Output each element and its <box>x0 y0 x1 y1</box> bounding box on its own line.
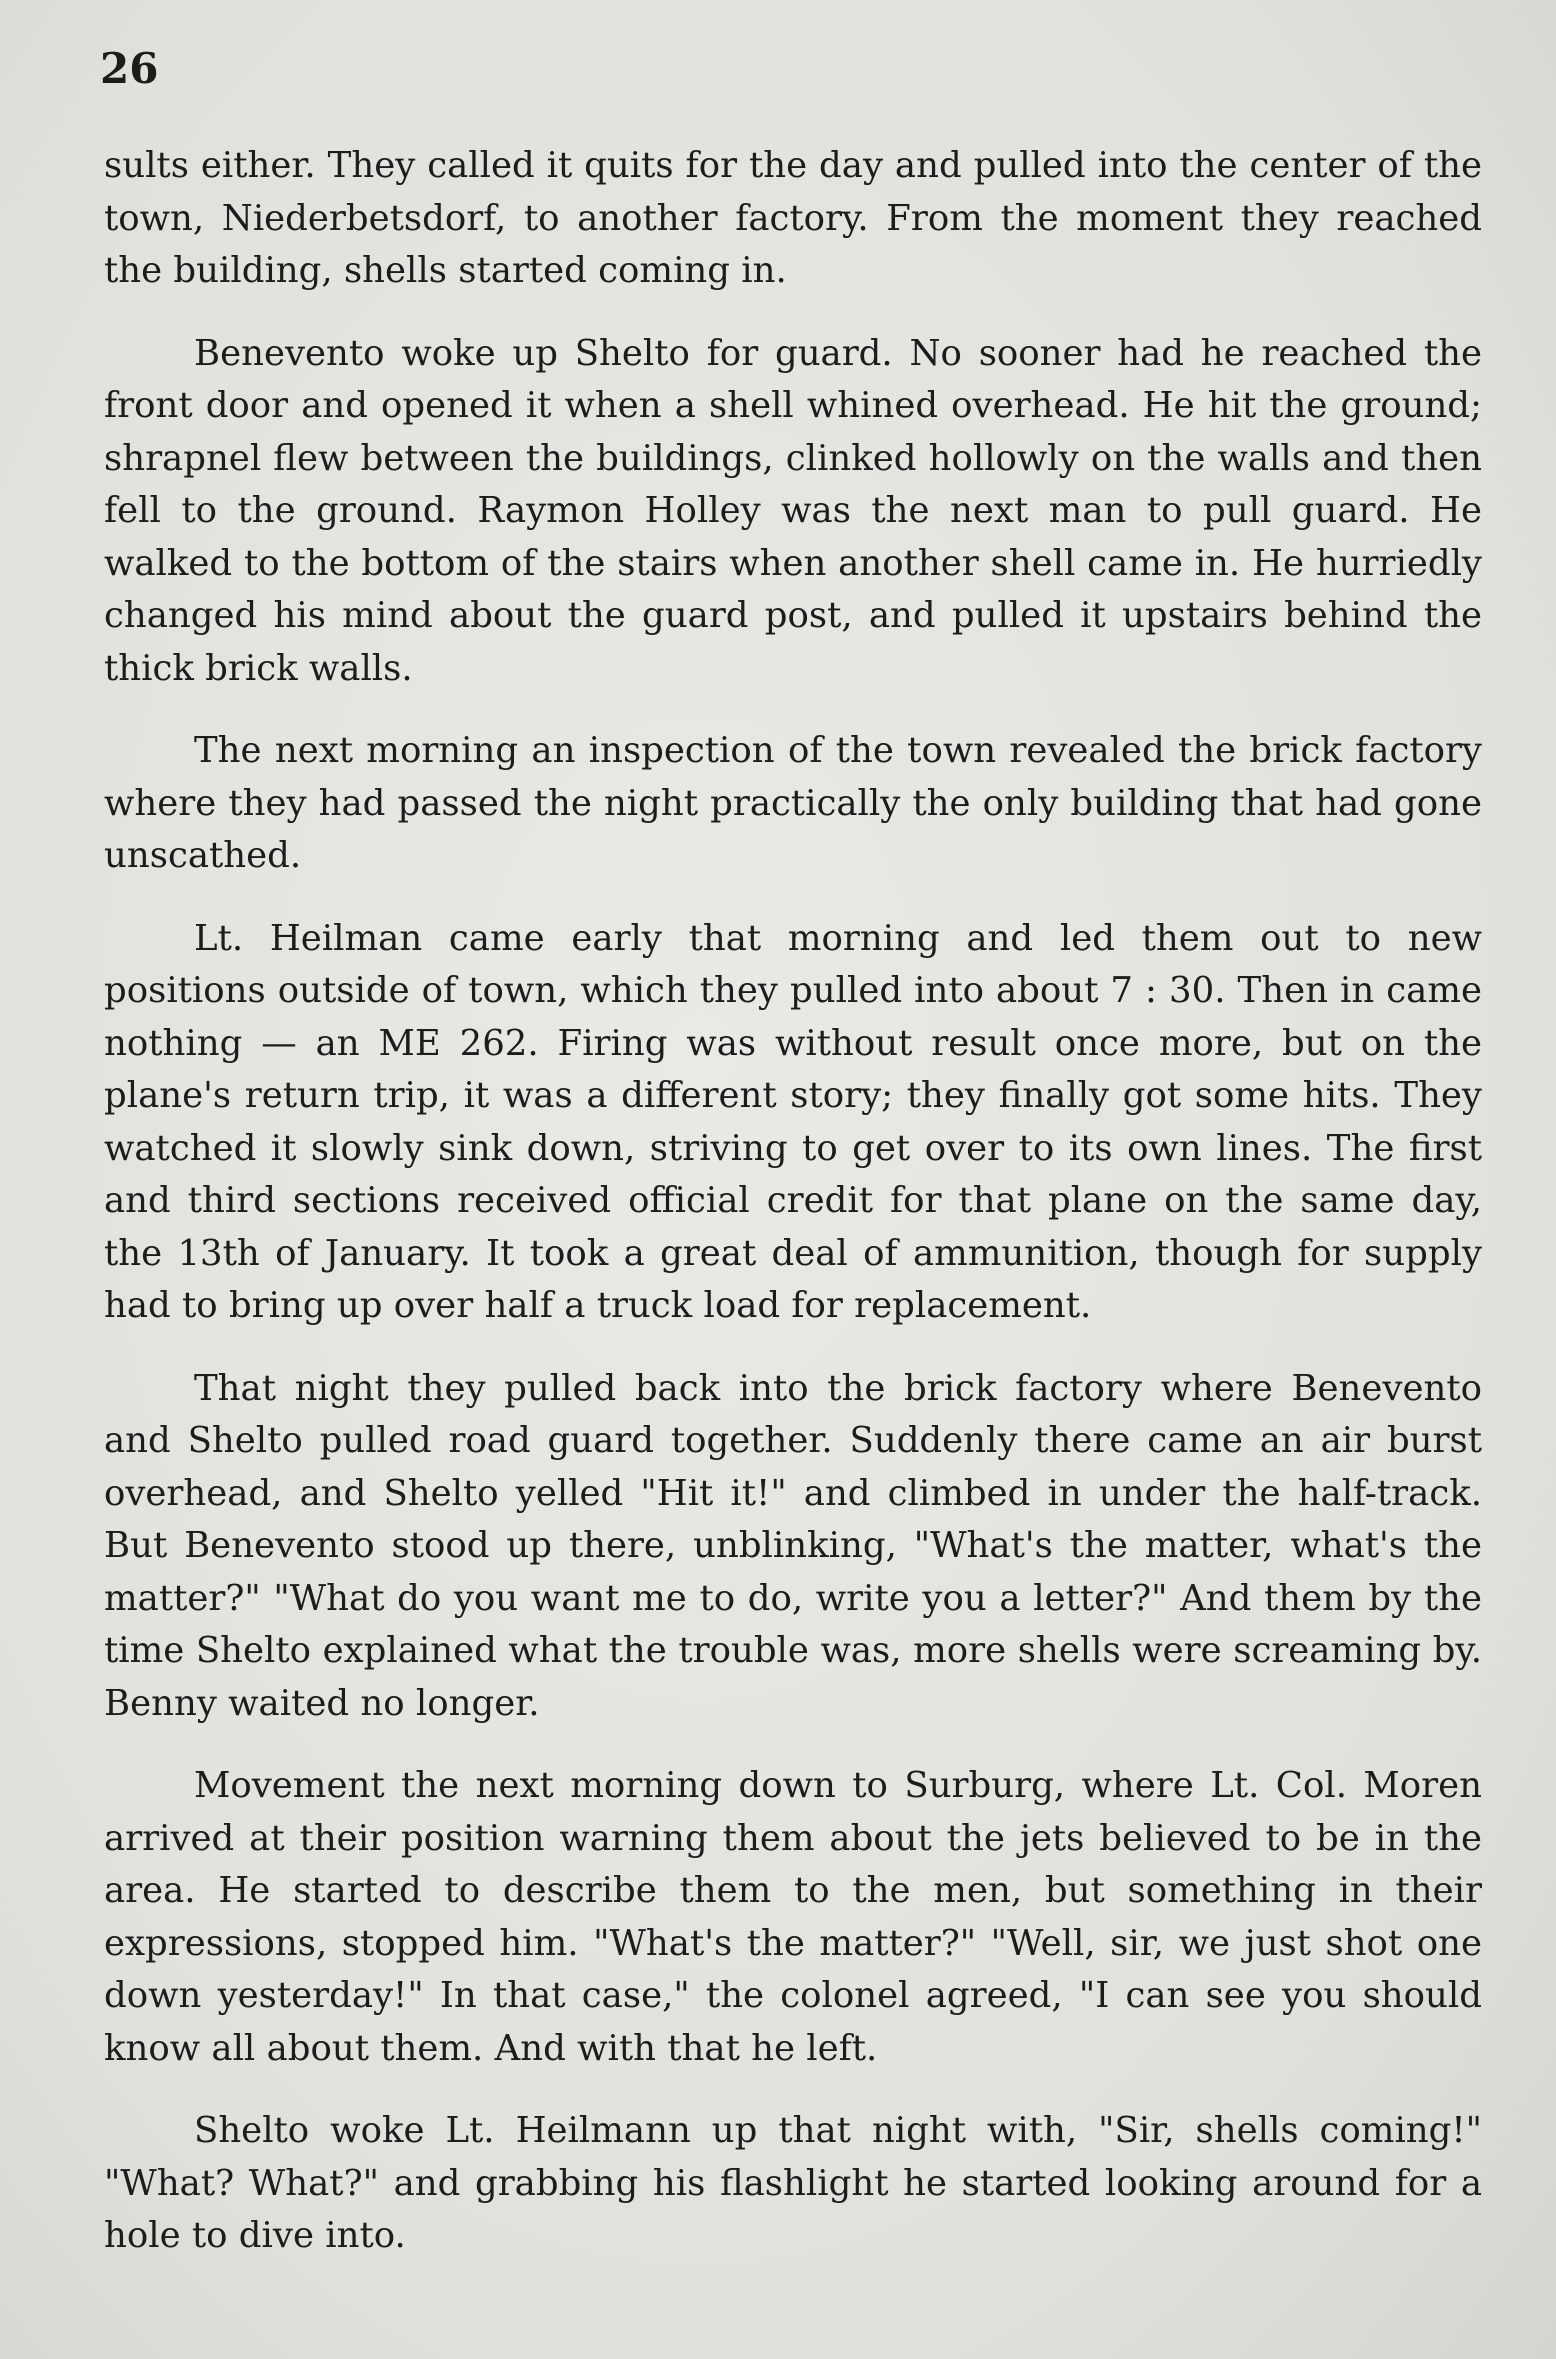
body-text <box>104 140 1482 2263</box>
page-number: 26 <box>100 44 159 93</box>
paragraph-2: Benevento woke up Shelto for guard. No sooner had he reached the front door and opened it when a shell whined overhead. He hit the ground; shrapnel flew between the buildings, clinked hollowly on the walls and then fell to the ground. Raymon Holley was the next man to pull guard. He walked to the bottom of the stairs when another shell came in. He hurriedly changed his mind about the guard post, and pulled it upstairs behind the thick brick walls. <box>104 332 1482 689</box>
paragraph-6: Movement the next morning down to Surburg, where Lt. Col. Moren arrived at their position warning them about the jets believed to be in the area. He started to describe them to the men, but something in their expressions, stopped him. "What's the matter?" "Well, sir, we just shot one down yesterday!" In that case," the colonel agreed, "I can see you should know all about them. And with that he left. <box>104 1765 1482 2069</box>
paragraph-5: That night they pulled back into the brick factory where Benevento and Shelto pulled road guard together. Suddenly there came an air burst overhead, and Shelto yelled "Hit it!" and climbed in under the half-track. But Benevento stood up there, unblinking, "What's the matter, what's the matter?" "What do you want me to do, write you a letter?" And them by the time Shelto explained what the trouble was, more shells were screaming by. Benny waited no longer. <box>104 1367 1482 1724</box>
paragraph-1: sults either. They called it quits for the day and pulled into the center of the town, Niederbetsdorf, to another factory. From the moment they reached the building, shells started coming in. <box>104 145 1482 291</box>
paragraph-7: Shelto woke Lt. Heilmann up that night with, "Sir, shells coming!" "What? What?" and grabbing his flashlight he started looking around for a hole to dive into. <box>104 2110 1482 2256</box>
paragraph-4: Lt. Heilman came early that morning and led them out to new positions outside of town, which they pulled into about 7 : 30. Then in came nothing — an ME 262. Firing was without result once more, but on the plane's return trip, it was a different story; they finally got some hits. They watched it slowly sink down, striving to get over to its own lines. The first and third sections received official credit for that plane on the same day, the 13th of January. It took a great deal of ammunition, though for supply had to bring up over half a truck load for replacement. <box>104 917 1482 1326</box>
paragraph-3: The next morning an inspection of the town revealed the brick factory where they had passed the night practically the only building that had gone unscathed. <box>104 730 1482 876</box>
